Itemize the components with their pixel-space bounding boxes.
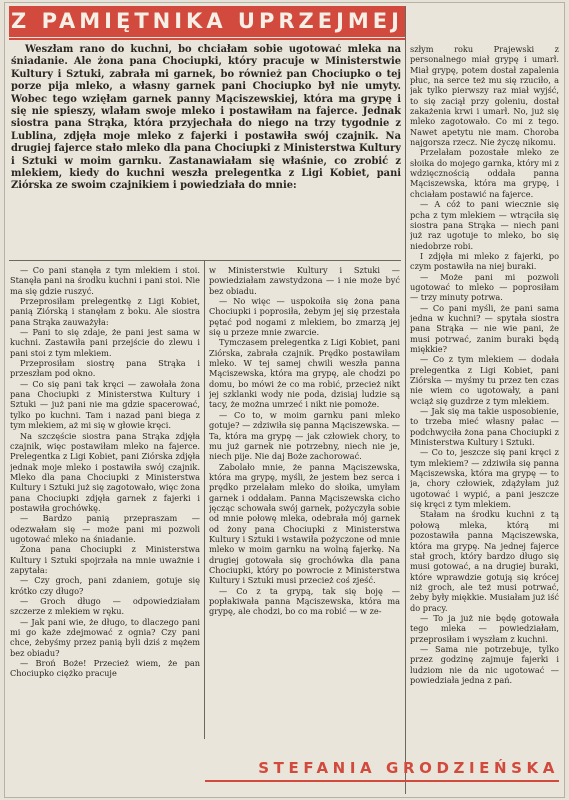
column-1-paragraph: Przeprosiłam siostrę pana Strąka i przeszłam pod okno.	[10, 358, 200, 379]
column-1-paragraph: — Jak pani wie, że długo, to dlaczego pani mi go każe zdejmować z ognia? Czy pani chce, żebyśmy przez panią byli dziś z mężem bez obiadu?	[10, 616, 200, 658]
column-3-paragraph: — Co pani myśli, że pani sama jedna w kuchni? — spytała siostra pana Strąka — nie wie pani, że musi potrwać, zanim buraki będą miękkie?	[410, 302, 559, 354]
newspaper-clipping	[4, 2, 565, 798]
lead-separator	[9, 260, 401, 261]
signature-rule	[205, 780, 559, 782]
column-1-paragraph: Żona pana Chociupki z Ministerstwa Kultury i Sztuki spojrzała na mnie uważnie i zapytała:	[10, 544, 200, 575]
column-2-paragraph: w Ministerstwie Kultury i Sztuki — powiedziałam zawstydzona — i nie może być bez obiadu.	[209, 265, 400, 296]
column-1-paragraph: Przeprosiłam prelegentkę z Ligi Kobiet, panią Ziórską i stanęłam z boku. Ale siostra pana Strąka zauważyła:	[10, 296, 200, 327]
column-1-paragraph: — Pani to się zdaje, że pani jest sama w kuchni. Zastawiła pani przejście do zlewu i pani stoi z tym mlekiem.	[10, 327, 200, 358]
column-2-paragraph: — Co z ta grypą, tak się boję — popłakiwała panna Mąciszewska, która ma grypę, ale chodzi, bo co ma robić — w ze-	[209, 585, 400, 617]
column-1-paragraph: — Czy groch, pani zdaniem, gotuje się krótko czy długo?	[10, 575, 200, 596]
column-1-paragraph: — Groch długo — odpowiedziałam szczerze z mlekiem w ręku.	[10, 596, 200, 617]
headline-rule	[9, 38, 405, 40]
column-2-paragraph: — No więc — uspokoiła się żona pana Chociupki i poprosiła, żebym jej się przestała pętać pod nogami z mlekiem, bo zmarzą jej się u przeze mnie zwarcie.	[209, 296, 400, 338]
column-1	[10, 265, 200, 759]
lead-text: Weszłam rano do kuchni, bo chciałam sobie ugotować mleka na śniadanie. Ale żona pana Chociupki, który pracuje w Ministerstwie Kultury i Sztuki, zabrała mi garnek, bo również pan Chociupko o tej porze pija mleko, a własny garnek pani Chociupko był nie umyty. Wobec tego wzięłam garnek panny Mąciszewskiej, która ma grypę i się nie spieszy, wlałam swoje mleko i postawiłam na fajerce. Jednak siostra pana Strąka, która przyjechała do niego na trzy tygodnie z Lublina, zdjęła moje mleko z fajerki i postawiła swój czajnik. Na drugiej fajerce stało mleko dla pana Chociupki z Ministerstwa Kultury i Sztuki w moim garnku. Zastanawiałam się właśnie, co zrobić z mlekiem, kiedy do kuchni weszła prelegentka z Ligi Kobiet, pani Ziórska ze swoim czajnikiem i powiedziała do mnie:	[11, 44, 401, 192]
column-3-paragraph: szłym roku Prajewski z personalnego miał grypę i umarł. Miał grypę, potem dostał zapalenia płuc, na serce też mu się rzuciło, a jak tylko pierwszy raz miał wyjść, to się zaciął przy goleniu, dostał zakażenia krwi i umarł. No, już się mleko zagotowało. Co mi z tego. Nawet apetytu nie mam. Choroba najgorsza rzecz. Nie życzę nikomu.	[410, 44, 559, 148]
column-2-paragraph: — Co to, w moim garnku pani mleko gotuje? — zdziwiła się panna Mąciszewska. — Ta, która ma grypę — jak człowiek chory, to mu już garnek nie potrzebny, niech nie je, niech pije. Nie daj Boże zachorować.	[209, 409, 400, 462]
column-3-paragraph: — A cóż to pani wiecznie się pcha z tym mlekiem — wtrąciła się siostra pana Strąka — niech pani już raz ugotuje to mleko, bo się niedobrze robi.	[410, 199, 559, 251]
column-2-paragraph: Zabolało mnie, że panna Mąciszewska, która ma grypę, myśli, że jestem bez serca i prędko przelałam mleko do słoika, umyłam garnek i oddałam. Panna Mąciszewska cicho jęcząc schowała swój garnek, pożyczyła sobie od mnie połowę mleka, odebrała mój garnek od żony pana Chociupki z Ministerstwa Kultury i Sztuki i wstawiła pożyczone od mnie mleko w moim garnku na wolną fajerkę. Na drugiej gotowała się grochówka dla pana Chociupki, który po powrocie z Ministerstwa Kultury i Sztuki musi przecież coś zjeść.	[209, 461, 400, 586]
author-signature: STEFANIA GRODZIEŃSKA	[258, 759, 559, 777]
column-2	[209, 265, 400, 739]
column-3-paragraph: — Jak się ma takie usposobienie, to trzeba mieć własny pałac — podchwyciła żona pana Chociupki z Ministerstwa Kultury i Sztuki.	[410, 406, 559, 448]
lead-paragraph	[11, 44, 401, 256]
column-1-paragraph: — Co się pani tak kręci — zawołała żona pana Chociupki z Ministerstwa Kultury i Sztuki — już pani nie ma gdzie spacerować, tylko po kuchni. Tam i nazad pani biega z tym mlekiem, aż mi się w głowie kręci.	[10, 378, 200, 431]
column-1-paragraph: Na szczęście siostra pana Strąka zdjęła czajnik, więc postawiłam mleko na fajerce. Prelegentka z Ligi Kobiet, pani Ziórska zdjęła jednak moje mleko i postawiła swój czajnik. Mleko dla pana Chociupki z Ministerstwa Kultury i Sztuki już się zagotowało, więc żona pana Chociupki zdjęła garnek z fajerki i postawiła grochówkę.	[10, 430, 200, 513]
column-1-paragraph: — Bardzo panią przepraszam — odezwałam się — może pani mi pozwoli ugotować mleko na śniadanie.	[10, 513, 200, 544]
column-3-paragraph: — Może pani mi pozwoli ugotować to mleko — poprosiłam — trzy minuty potrwa.	[410, 271, 559, 303]
column-3-paragraph: — Co to, jeszcze się pani kręci z tym mlekiem? — zdziwiła się panna Mąciszewska, która ma grypę — to ja, chory człowiek, zdążyłam już ugotować i wypić, a pani jeszcze się kręci z tym mlekiem.	[410, 447, 559, 510]
column-2-paragraph: Tymczasem prelegentka z Ligi Kobiet, pani Ziórska, zabrała czajnik. Prędko postawiłam mleko. W tej samej chwili weszła panna Mąciszewska, która ma grypę, ale chodzi po domu, bo mówi że co ma robić, przecież nikt jej szklanki wody nie poda, dzisiaj ludzie są tacy, że można umrzeć i nikt nie pomoże.	[209, 337, 400, 410]
column-3-paragraph: Przelałam pozostałe mleko ze słoika do mojego garnka, który mi z wdzięcznością oddała panna Mąciszewska, która ma grypę, i chciałam postawić na fajerce.	[410, 147, 559, 199]
column-1-paragraph: — Broń Boże! Przecież wiem, że pan Chociupko ciężko pracuje	[10, 658, 200, 679]
column-1-paragraph: — Co pani stanęła z tym mlekiem i stoi. Stanęła pani na środku kuchni i pani stoi. Nie ma się gdzie ruszyć.	[10, 265, 200, 296]
column-3	[410, 44, 559, 754]
column-3-paragraph: — Co z tym mlekiem — dodała prelegentka z Ligi Kobiet, pani Ziórska — myśmy tu przez ten czas nie wiem co ugotowały, a pani wciąż się guzdrze z tym mlekiem.	[410, 354, 559, 406]
column-3-paragraph: — Sama nie potrzebuje, tylko przez godzinę zajmuje fajerki i ludziom nie da nic ugotować — powiedziała jedna z pań.	[410, 643, 559, 685]
column-3-paragraph: I zdjęła mi mleko z fajerki, po czym postawiła na niej buraki.	[410, 250, 559, 272]
column-3-paragraph: — To ja już nie będę gotowała tego mleka — powiedziałam, przeprosiłam i wyszłam z kuchni.	[410, 612, 559, 644]
column-3-paragraph: Stałam na środku kuchni z tą połową mleka, którą mi pozostawiła panna Mąciszewska, która ma grypę. Na jednej fajerce stał groch, który bardzo długo się musi gotować, a na drugiej buraki, które wprawdzie gotują się krócej niż groch, ale też musi potrwać, żeby były miękkie. Musiałam już iść do pracy.	[410, 509, 559, 613]
column-separator-2	[405, 6, 406, 794]
column-separator-1	[204, 261, 205, 739]
headline: Z PAMIĘTNIKA UPRZEJMEJ	[9, 6, 405, 37]
